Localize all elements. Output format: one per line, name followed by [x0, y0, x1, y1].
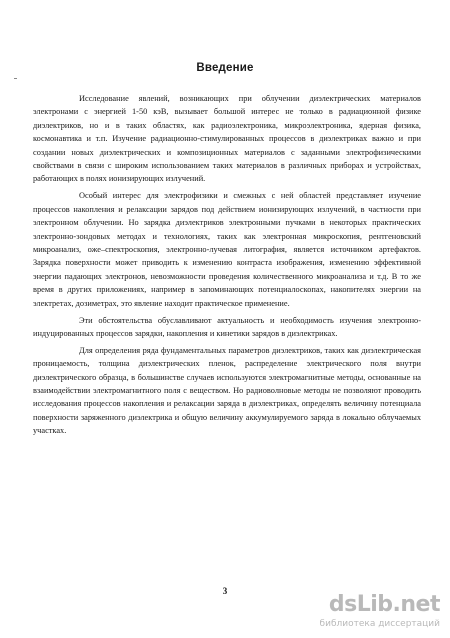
watermark	[308, 592, 440, 634]
paragraph: Исследование явлений, возникающих при облучении диэлектрических материалов электронами с энергией 1-50 кэВ, вызывает большой интерес не только в радиационной физике диэлектриков, но и в таких областях, как радиоэлектроника, микроэлектроника, ядерная физика, космонавтика и т.п. Изучение радиационно-стимулированных процессов в диэлектриках важно и при создании новых диэлектрических и композиционных материалов с заданными электрофизическими свойствами в связи с широким использованием таких материалов в различных приборах и устройствах, работающих в полях ионизирующих излучений.	[33, 94, 421, 184]
body-text	[33, 92, 421, 441]
paragraph: Эти обстоятельства обуславливают актуальность и необходимость изучения электронно-индуцированных процессов зарядки, накопления и кинетики зарядов в диэлектриках.	[33, 315, 421, 338]
paragraph: Для определения ряда фундаментальных параметров диэлектриков, таких как диэлектрическая проницаемость, толщина диэлектрических пленок, распределение электрического поля внутри диэлектрического образца, в большинстве случаев используются электромагнитные методы, основанные на взаимодействии электромагнитного поля с веществом. Но радиоволновые методы не позволяют проводить исследования процессов накопления и релаксации заряда в диэлектриках, определять величину потенциала поверхности заряженного диэлектрика и общую величину аккумулируемого заряда в локально облучаемых участках.	[33, 345, 421, 436]
page-number: 3	[222, 586, 228, 596]
page-title: Введение	[196, 62, 254, 74]
watermark-subtitle: библиотека диссертаций	[319, 619, 440, 629]
paragraph: Особый интерес для электрофизики и смежных с ней областей представляет изучение процессов накопления и релаксации зарядов под действием ионизирующих излучений, в частности при электронном облучении. Но зарядка диэлектриков электронными пучками в некоторых практических электронно-зондовых методах и технологиях, таких как электронная микроскопия, рентгеновский микроанализ, оже–спектроскопия, электронно-лучевая литография, является источником артефактов. Зарядка поверхности может приводить к изменению контраста изображения, изменению эффективной энергии падающих электронов, невозможности проведения количественного микроанализа и т.д. В то же время в других приложениях, например в запоминающих потенциалоскопах, накопителях энергии на электретах, дозиметрах, это явление находит практическое применение.	[33, 191, 421, 308]
scan-mark	[14, 78, 17, 79]
watermark-logo: dsLib.net	[328, 592, 440, 617]
